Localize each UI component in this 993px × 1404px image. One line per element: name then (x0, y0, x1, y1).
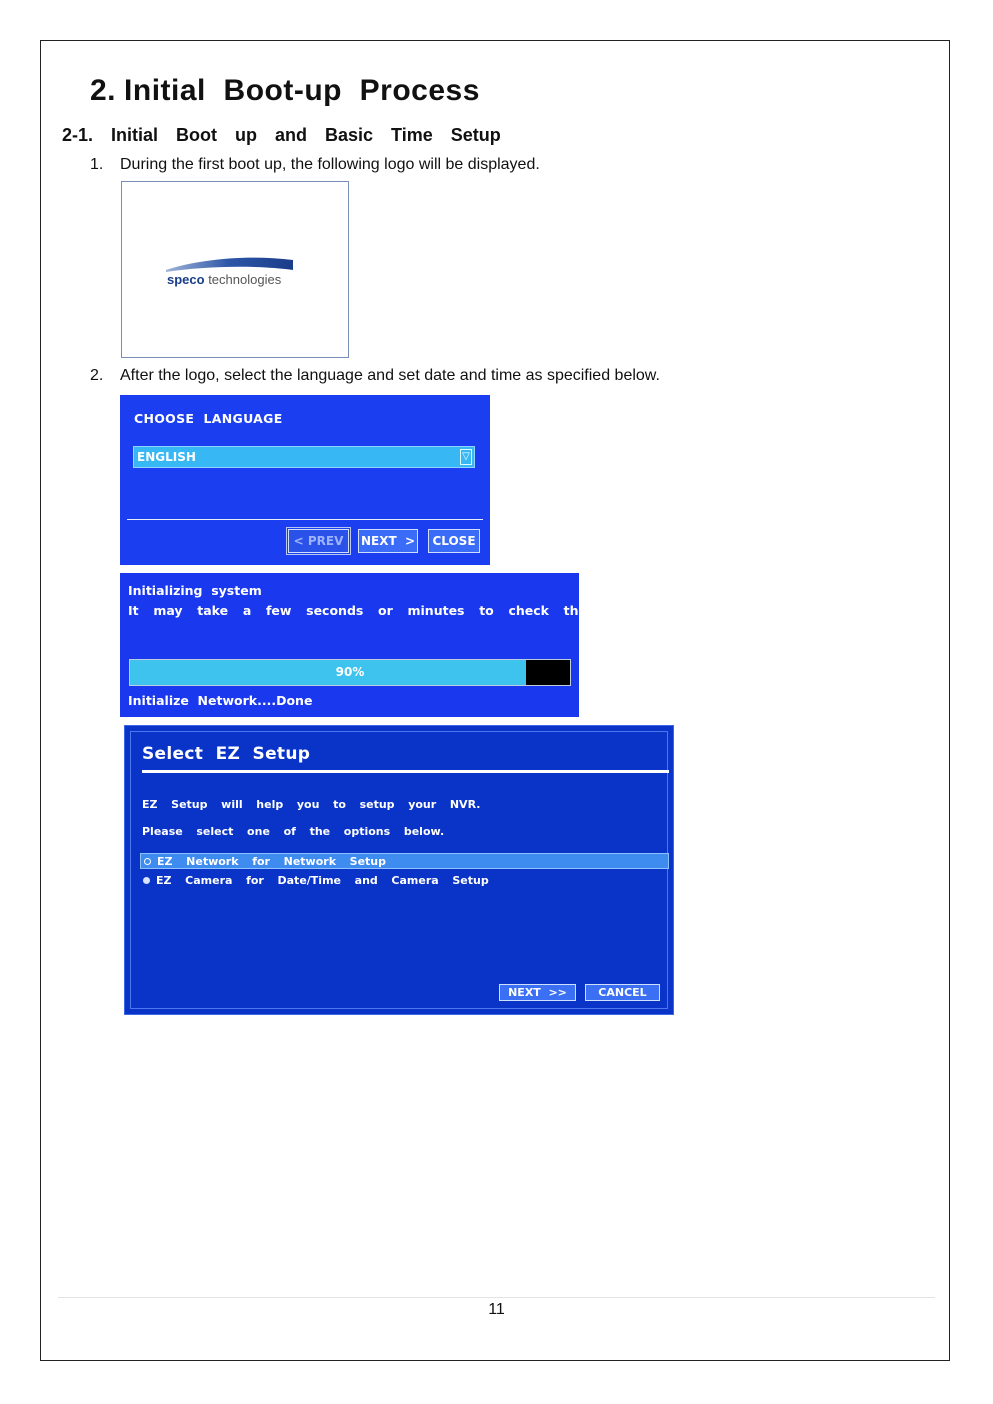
dialog-frame (130, 731, 668, 1009)
next-button[interactable]: NEXT > (358, 529, 418, 553)
cancel-button[interactable]: CANCEL (585, 984, 660, 1001)
title-underline (142, 770, 669, 773)
logo-wordmark: speco technologies (167, 272, 282, 287)
option-ez-camera[interactable] (140, 873, 669, 889)
intro-text: EZ Setup will help you to setup your NVR. (142, 798, 481, 811)
section-title: Initial Boot-up Process (124, 74, 480, 107)
next-button[interactable]: NEXT >> (499, 984, 576, 1001)
step-1 (90, 156, 540, 174)
subsection-heading: 2-1. Initial Boot up and Basic Time Setup (62, 125, 501, 145)
option-ez-network[interactable] (140, 853, 669, 869)
step-text: During the first boot up, the following logo will be displayed. (120, 156, 540, 173)
language-select[interactable] (133, 446, 475, 468)
initializing-screen (120, 573, 653, 717)
section-number: 2. (90, 74, 117, 107)
selected-language: ENGLISH (137, 450, 196, 464)
divider (127, 519, 483, 520)
close-button[interactable]: CLOSE (428, 529, 480, 553)
option-label: EZ Network for Network Setup (157, 855, 387, 868)
progress-bar (129, 659, 571, 686)
init-status: Initialize Network....Done (128, 693, 313, 708)
logo-screenshot (121, 181, 349, 358)
section-heading (90, 74, 480, 108)
footer-divider (58, 1297, 935, 1298)
radio-selected-icon[interactable] (144, 858, 151, 865)
step-number: 2. (90, 367, 104, 384)
prev-button[interactable]: < PREV (288, 529, 349, 553)
ez-setup-dialog (124, 725, 674, 1015)
dialog-title: Select EZ Setup (142, 744, 311, 764)
step-number: 1. (90, 156, 104, 173)
init-title: Initializing system (128, 583, 262, 598)
instruction-text: Please select one of the options below. (142, 825, 445, 838)
page-number: 11 (488, 1301, 505, 1318)
dialog-title: CHOOSE LANGUAGE (134, 411, 283, 426)
choose-language-dialog (120, 395, 490, 565)
option-label: EZ Camera for Date/Time and Camera Setup (156, 874, 489, 887)
init-message: It may take a few seconds or minutes to check the system (128, 603, 653, 618)
dropdown-arrow-icon[interactable]: ▽ (460, 449, 472, 465)
progress-label: 90% (335, 665, 365, 679)
radio-icon[interactable] (143, 877, 150, 884)
step-2 (90, 367, 660, 385)
step-text: After the logo, select the language and set date and time as specified below. (120, 367, 660, 384)
